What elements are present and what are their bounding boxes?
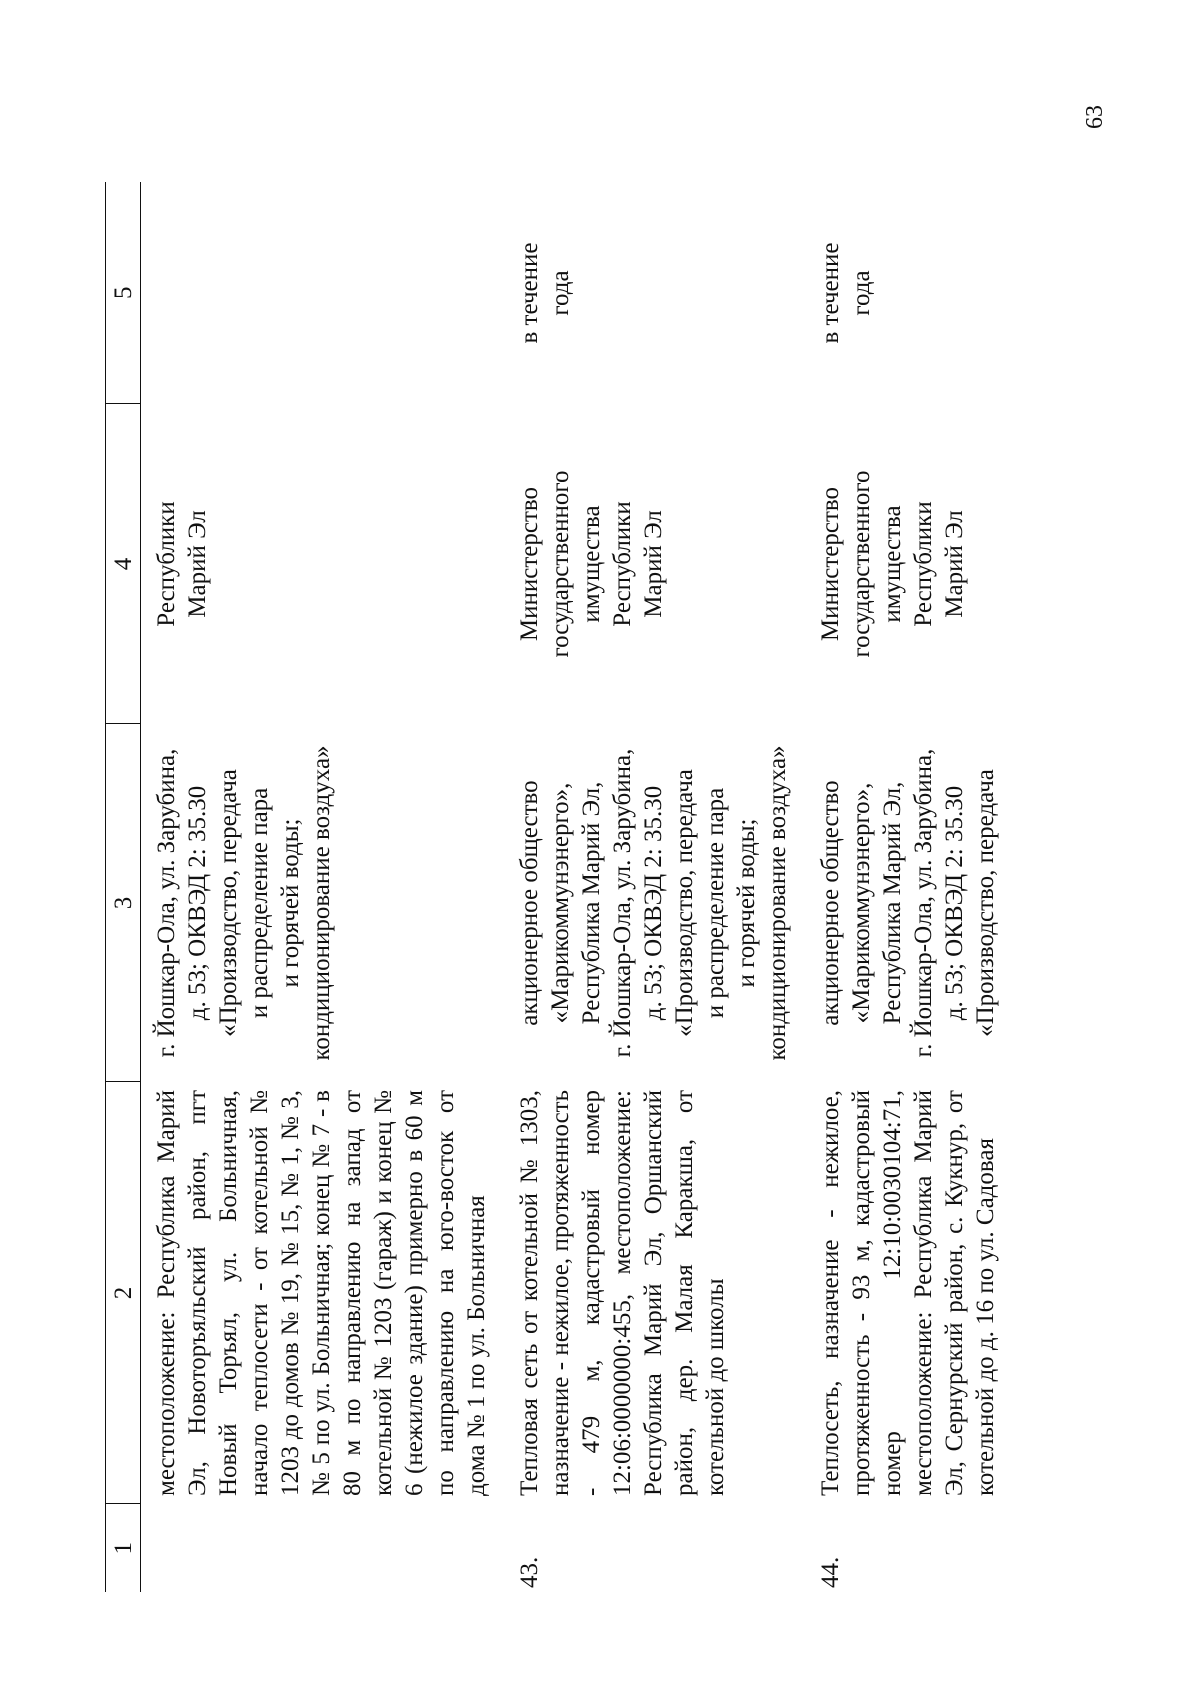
holder-line: г. Йошкар-Ола, ул. Зарубина, xyxy=(609,748,636,1058)
authority-line: Министерство xyxy=(817,486,844,642)
holder-line: «Производство, передача xyxy=(972,769,999,1037)
property-table xyxy=(105,182,1007,1592)
holder-line: г. Йошкар-Ола, ул. Зарубина, xyxy=(910,748,937,1058)
holder-line: «Марикоммунэнерго», xyxy=(547,782,574,1024)
authority-line: государственного xyxy=(547,470,574,658)
row-term xyxy=(498,182,799,404)
rotated-table-container xyxy=(105,182,1115,1592)
header-col-2: 2 xyxy=(106,1082,141,1504)
table-header xyxy=(106,182,141,1592)
holder-line: д. 53; ОКВЭД 2: 35.30 xyxy=(941,785,968,1021)
holder-line: акционерное общество xyxy=(817,780,844,1026)
holder-line: и распределение пара xyxy=(246,787,273,1019)
row-holder xyxy=(141,724,499,1082)
authority-line: Республики xyxy=(910,501,937,627)
authority-line: государственного xyxy=(848,470,875,658)
page-number: 63 xyxy=(1082,105,1108,129)
row-description: местоположение: Республика Марий Эл, Новоторъяльский район, пгт Новый Торъял, ул. Больничная, начало теплосети - от котельной № 1203 до домов № 19, № 15, № 1, № 3, № 5 по ул. Больничная; конец № 7 - в 80 м по направлению на запад от котельной № 1203 (гараж) и конец № 6 (нежилое здание) примерно в 60 м по направлению на юго-восток от дома № 1 по ул. Больничная xyxy=(153,1090,490,1496)
holder-line: Республика Марий Эл, xyxy=(578,781,605,1025)
holder-line: д. 53; ОКВЭД 2: 35.30 xyxy=(640,785,667,1021)
header-col-5: 5 xyxy=(106,182,141,404)
authority-line: имущества xyxy=(578,505,605,623)
header-row xyxy=(106,182,141,1592)
holder-line: кондиционирование воздуха» xyxy=(308,745,335,1061)
authority-line: Марий Эл xyxy=(184,510,211,618)
row-number xyxy=(141,1504,499,1592)
authority-line: Министерство xyxy=(516,486,543,642)
header-col-3: 3 xyxy=(106,724,141,1082)
row-holder xyxy=(799,724,1007,1082)
table-body xyxy=(141,182,1008,1592)
row-term xyxy=(799,182,1007,404)
holder-line: Республика Марий Эл, xyxy=(879,781,906,1025)
authority-line: Марий Эл xyxy=(941,510,968,618)
holder-line: «Производство, передача xyxy=(671,769,698,1037)
table-row xyxy=(799,182,1007,1592)
holder-line: и распределение пара xyxy=(702,787,729,1019)
holder-line: акционерное общество xyxy=(516,780,543,1026)
row-authority xyxy=(799,404,1007,724)
holder-line: «Производство, передача xyxy=(215,769,242,1037)
term-line: в течение xyxy=(516,242,543,344)
row-term xyxy=(141,182,499,404)
authority-line: Республики xyxy=(153,501,180,627)
holder-line: д. 53; ОКВЭД 2: 35.30 xyxy=(184,785,211,1021)
row-holder xyxy=(498,724,799,1082)
table-row xyxy=(498,182,799,1592)
holder-line: «Марикоммунэнерго», xyxy=(848,782,875,1024)
row-authority xyxy=(498,404,799,724)
authority-line: имущества xyxy=(879,505,906,623)
term-line: в течение xyxy=(817,242,844,344)
header-col-4: 4 xyxy=(106,404,141,724)
row-description: Тепловая сеть от котельной № 1303, назначение - нежилое, протяженность - 479 м, кадастровый номер 12:06:0000000:455, местоположение: Республика Марий Эл, Оршанский район, дер. Малая Каракша, от котельной до школы xyxy=(516,1090,729,1496)
row-authority xyxy=(141,404,499,724)
authority-line: Марий Эл xyxy=(640,510,667,618)
authority-line: Республики xyxy=(609,501,636,627)
term-line: года xyxy=(848,270,875,316)
holder-line: кондиционирование воздуха» xyxy=(764,745,791,1061)
row-number: 43. xyxy=(516,1556,543,1588)
table-row xyxy=(141,182,499,1592)
holder-line: и горячей воды; xyxy=(277,818,304,988)
holder-line: и горячей воды; xyxy=(733,818,760,988)
term-line: года xyxy=(547,270,574,316)
holder-line: г. Йошкар-Ола, ул. Зарубина, xyxy=(153,748,180,1058)
row-description: Теплосеть, назначение - нежилое, протяженность - 93 м, кадастровый номер 12:10:0030104:71, местоположение: Республика Марий Эл, Сернурский район, с. Кукнур, от котельной до д. 16 по ул. Садовая xyxy=(817,1090,999,1496)
row-number: 44. xyxy=(817,1556,844,1588)
header-col-1: 1 xyxy=(106,1504,141,1592)
